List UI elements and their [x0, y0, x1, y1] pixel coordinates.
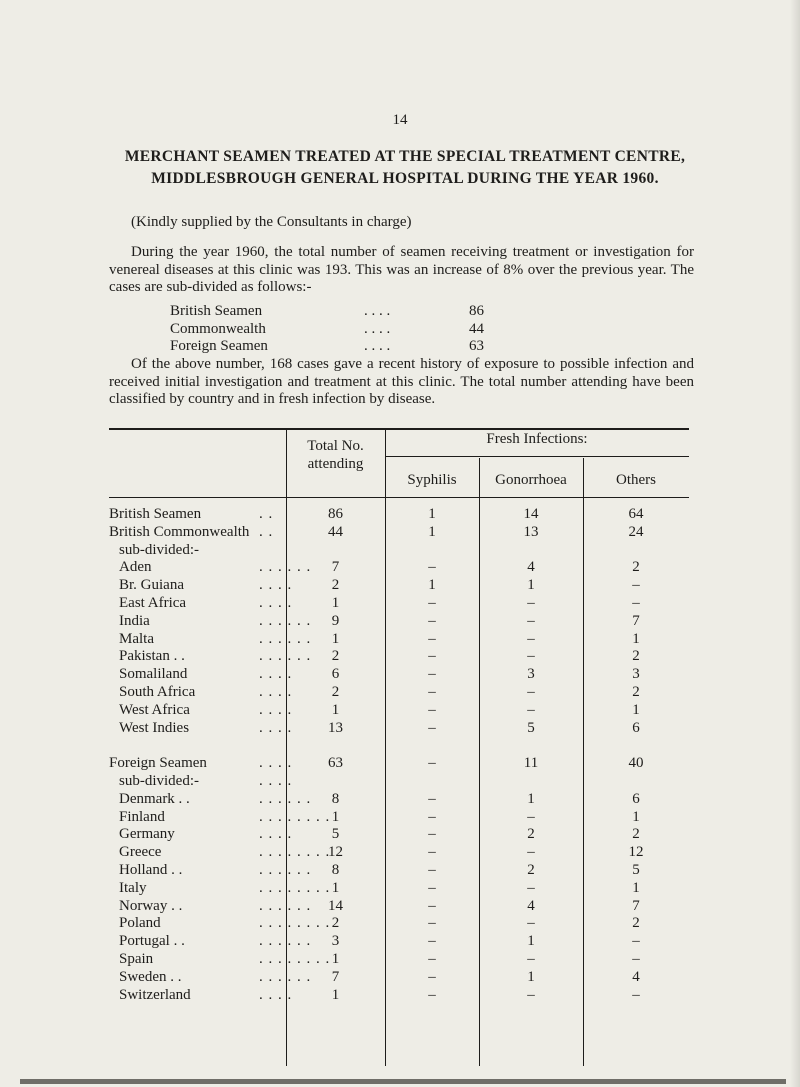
table-row	[109, 613, 689, 631]
table-row	[109, 666, 689, 684]
breakdown-value: 86	[469, 303, 484, 319]
cell-syphilis: –	[428, 826, 436, 843]
row-name: Malta	[119, 630, 154, 647]
cell-gonorrhoea: –	[527, 879, 535, 896]
cell-gonorrhoea: 2	[527, 861, 535, 878]
cell-syphilis: –	[428, 968, 436, 985]
leader-dots: . .	[259, 506, 274, 522]
cell-gonorrhoea: 11	[523, 755, 539, 772]
cell-gonorrhoea: 13	[523, 523, 539, 540]
table-row	[109, 862, 689, 880]
table-row	[109, 826, 689, 844]
row-name: British Commonwealth	[109, 523, 250, 540]
cell-gonorrhoea: 4	[527, 897, 535, 914]
leader-dots: . . . . . . . .	[259, 844, 331, 861]
cell-syphilis: –	[428, 897, 436, 914]
leader-dots: . . . .	[259, 666, 293, 683]
row-name: Portugal . .	[119, 933, 185, 950]
leader-dots: . . . .	[364, 320, 391, 337]
cell-gonorrhoea: 1	[527, 968, 535, 985]
supplied-note: (Kindly supplied by the Consultants in charge)	[131, 214, 412, 230]
cell-syphilis: –	[428, 861, 436, 878]
cell-gonorrhoea: 1	[527, 790, 535, 807]
cell-others: 1	[632, 630, 640, 647]
cell-gonorrhoea: –	[527, 594, 535, 611]
cell-total: 44	[328, 523, 343, 540]
cell-total: 1	[331, 879, 340, 896]
cell-others: 6	[632, 719, 640, 736]
page-edge-shadow	[790, 0, 800, 1087]
cell-syphilis: –	[428, 683, 436, 700]
leader-dots: . . . .	[259, 755, 293, 772]
cell-syphilis: –	[428, 559, 436, 576]
leader-dots: . . . .	[259, 986, 293, 1003]
cell-others: –	[632, 950, 640, 967]
table-row	[109, 773, 689, 791]
cell-gonorrhoea: –	[527, 808, 535, 825]
cell-gonorrhoea: –	[527, 683, 535, 700]
row-name: British Seamen	[109, 506, 202, 522]
cell-others: 12	[628, 844, 644, 861]
row-name: West Indies	[119, 719, 190, 736]
cell-others: 2	[632, 559, 640, 576]
cell-total: 2	[331, 915, 340, 932]
row-name: Br. Guiana	[119, 577, 184, 594]
breakdown-label: Commonwealth	[170, 320, 266, 337]
table-row	[109, 809, 689, 827]
cell-total: 12	[328, 844, 343, 861]
cell-others: 2	[632, 915, 640, 932]
cell-gonorrhoea: –	[527, 950, 535, 967]
leader-dots: . . . .	[364, 338, 391, 354]
cell-syphilis: –	[428, 915, 436, 932]
row-name: Denmark . .	[119, 790, 190, 807]
row-name: Spain	[119, 950, 154, 967]
page-bottom-rule	[20, 1079, 786, 1084]
cell-syphilis: –	[428, 844, 436, 861]
page-number: 14	[392, 112, 408, 128]
cell-total: 8	[331, 790, 340, 807]
cell-gonorrhoea: 3	[527, 666, 535, 683]
cell-others: 5	[632, 861, 640, 878]
table-row	[109, 951, 689, 969]
cell-total: 1	[331, 630, 340, 647]
leader-dots: . . . . . .	[259, 933, 312, 950]
breakdown-value: 63	[469, 338, 484, 354]
cell-gonorrhoea: –	[527, 612, 535, 629]
cell-others: 2	[632, 648, 640, 665]
leader-dots: . . . . . . . .	[259, 808, 331, 825]
cell-others: 6	[632, 790, 640, 807]
table-row	[109, 880, 689, 898]
row-name: Poland	[119, 915, 161, 932]
table-subheader-rule	[385, 456, 689, 457]
cell-gonorrhoea: –	[527, 844, 535, 861]
cell-total: 1	[331, 701, 340, 718]
cell-gonorrhoea: 1	[527, 577, 535, 594]
table-row	[109, 791, 689, 809]
document-title: MERCHANT SEAMEN TREATED AT THE SPECIAL TREATMENT CENTRE, MIDDLESBROUGH GENERAL HOSPITAL DURING THE YEAR 1960.	[124, 148, 686, 187]
cell-others: –	[632, 986, 640, 1003]
intro-paragraph: During the year 1960, the total number of seamen receiving treatment or investigation for venereal diseases at this clinic was 193. This was an increase of 8% over the previous year. The cases are sub-divided as follows:-	[109, 244, 694, 295]
leader-dots: . . . .	[259, 701, 293, 718]
table-row	[109, 631, 689, 649]
leader-dots: . . . . . . . .	[259, 950, 331, 967]
cell-syphilis: –	[428, 594, 436, 611]
table-row	[109, 844, 689, 862]
table-row	[109, 648, 689, 666]
cell-gonorrhoea: 5	[527, 719, 535, 736]
cell-syphilis: 1	[428, 523, 436, 540]
cell-gonorrhoea: –	[527, 648, 535, 665]
cell-syphilis: 1	[428, 577, 436, 594]
cell-syphilis: –	[428, 666, 436, 683]
breakdown-value: 44	[469, 320, 484, 337]
row-name: East Africa	[119, 594, 187, 611]
leader-dots: . . . . . .	[259, 612, 312, 629]
table-row	[109, 898, 689, 916]
table-row	[109, 915, 689, 933]
cell-others: 1	[632, 701, 640, 718]
cell-syphilis: –	[428, 808, 436, 825]
table-row	[109, 755, 689, 773]
cell-others: –	[632, 594, 640, 611]
cell-others: 2	[632, 683, 640, 700]
table-row	[109, 684, 689, 702]
leader-dots: . . . . . .	[259, 968, 312, 985]
row-name: India	[119, 612, 150, 629]
breakdown-label: British Seamen	[170, 303, 263, 319]
row-name: Somaliland	[119, 666, 188, 683]
leader-dots: . . . . . .	[259, 790, 312, 807]
leader-dots: . . . . . .	[259, 648, 312, 665]
cell-total: 6	[331, 666, 340, 683]
cell-others: 2	[632, 826, 640, 843]
cell-others: 4	[632, 968, 640, 985]
cell-syphilis: –	[428, 755, 436, 772]
leader-dots: . .	[259, 523, 274, 540]
leader-dots: . . . . . .	[259, 861, 312, 878]
row-name: Sweden . .	[119, 968, 182, 985]
table-row	[109, 595, 689, 613]
cell-gonorrhoea: –	[527, 986, 535, 1003]
leader-dots: . . . .	[259, 826, 293, 843]
cell-others: 7	[632, 897, 640, 914]
cell-total: 1	[331, 594, 340, 611]
table-row	[109, 577, 689, 595]
cell-total: 1	[331, 950, 340, 967]
cell-syphilis: –	[428, 648, 436, 665]
classification-paragraph: Of the above number, 168 cases gave a recent history of exposure to possible infection and received initial investigation and treatment at this clinic. The total number attending have been classified by country and in fresh infection by disease.	[109, 356, 694, 407]
cell-syphilis: –	[428, 950, 436, 967]
table-row	[109, 542, 689, 560]
row-name: South Africa	[119, 683, 196, 700]
leader-dots: . . . . . . . .	[259, 915, 331, 932]
cell-others: 3	[632, 666, 640, 683]
cell-others: 7	[632, 612, 640, 629]
row-name: Switzerland	[119, 986, 191, 1003]
table-row	[109, 506, 689, 524]
row-name: West Africa	[119, 701, 190, 718]
cell-total: 86	[328, 506, 343, 522]
table-row	[109, 933, 689, 951]
leader-dots: . . . .	[259, 772, 293, 789]
table-body	[109, 506, 689, 1004]
cell-total: 9	[331, 612, 340, 629]
table-row	[109, 987, 689, 1005]
table-row	[109, 720, 689, 738]
cell-total: 3	[331, 933, 340, 950]
cell-total: 2	[331, 577, 340, 594]
cell-gonorrhoea: 4	[527, 559, 535, 576]
cell-syphilis: –	[428, 719, 436, 736]
row-name: sub-divided:-	[119, 541, 199, 558]
cell-total: 1	[331, 986, 340, 1003]
leader-dots: . . . .	[259, 577, 293, 594]
header-fresh-infections: Fresh Infections:	[486, 431, 588, 447]
table-row	[109, 559, 689, 577]
leader-dots: . . . .	[259, 683, 293, 700]
cell-syphilis: –	[428, 879, 436, 896]
row-name: Greece	[119, 844, 162, 861]
cell-others: –	[632, 577, 640, 594]
cell-syphilis: 1	[428, 506, 436, 522]
cell-others: 40	[628, 755, 644, 772]
cell-total: 7	[331, 968, 340, 985]
cell-total: 7	[331, 559, 340, 576]
cell-gonorrhoea: –	[527, 915, 535, 932]
row-name: Holland . .	[119, 861, 183, 878]
cell-gonorrhoea: –	[527, 701, 535, 718]
leader-dots: . . . . . . . .	[259, 879, 331, 896]
cell-gonorrhoea: 14	[523, 506, 539, 522]
cell-others: 64	[628, 506, 644, 522]
leader-dots: . . . .	[364, 303, 391, 319]
cell-total: 5	[331, 826, 340, 843]
leader-dots: . . . . . .	[259, 559, 312, 576]
cell-total: 8	[331, 861, 340, 878]
table-header-rule	[109, 497, 689, 498]
row-name: sub-divided:-	[119, 772, 199, 789]
cell-gonorrhoea: –	[527, 630, 535, 647]
row-name: Pakistan . .	[119, 648, 185, 665]
table-row	[109, 524, 689, 542]
leader-dots: . . . .	[259, 719, 293, 736]
cell-total: 2	[331, 683, 340, 700]
table-row	[109, 969, 689, 987]
row-name: Finland	[119, 808, 165, 825]
row-name: Norway . .	[119, 897, 183, 914]
cell-total: 13	[328, 719, 343, 736]
cell-syphilis: –	[428, 612, 436, 629]
cell-syphilis: –	[428, 701, 436, 718]
cell-others: 1	[632, 879, 640, 896]
cell-others: 1	[632, 808, 640, 825]
cell-syphilis: –	[428, 790, 436, 807]
table-row	[109, 737, 689, 755]
cell-total: 1	[331, 808, 340, 825]
cell-total: 2	[331, 648, 340, 665]
header-total-attending: Total No. attending	[307, 438, 364, 472]
cell-syphilis: –	[428, 630, 436, 647]
row-name: Aden	[119, 559, 152, 576]
row-name: Italy	[119, 879, 147, 896]
header-others: Others	[616, 472, 656, 488]
cell-syphilis: –	[428, 986, 436, 1003]
cell-gonorrhoea: 1	[527, 933, 535, 950]
table-row	[109, 702, 689, 720]
cell-syphilis: –	[428, 933, 436, 950]
row-name: Germany	[119, 826, 175, 843]
cell-others: 24	[628, 523, 644, 540]
leader-dots: . . . . . .	[259, 897, 312, 914]
cell-total: 14	[328, 897, 343, 914]
cell-gonorrhoea: 2	[527, 826, 535, 843]
leader-dots: . . . . . .	[259, 630, 312, 647]
row-name: Foreign Seamen	[109, 755, 207, 772]
leader-dots: . . . .	[259, 594, 293, 611]
cell-total: 63	[328, 755, 343, 772]
header-syphilis: Syphilis	[407, 472, 457, 488]
header-gonorrhoea: Gonorrhoea	[495, 472, 567, 488]
cell-others: –	[632, 933, 640, 950]
breakdown-label: Foreign Seamen	[170, 338, 268, 354]
